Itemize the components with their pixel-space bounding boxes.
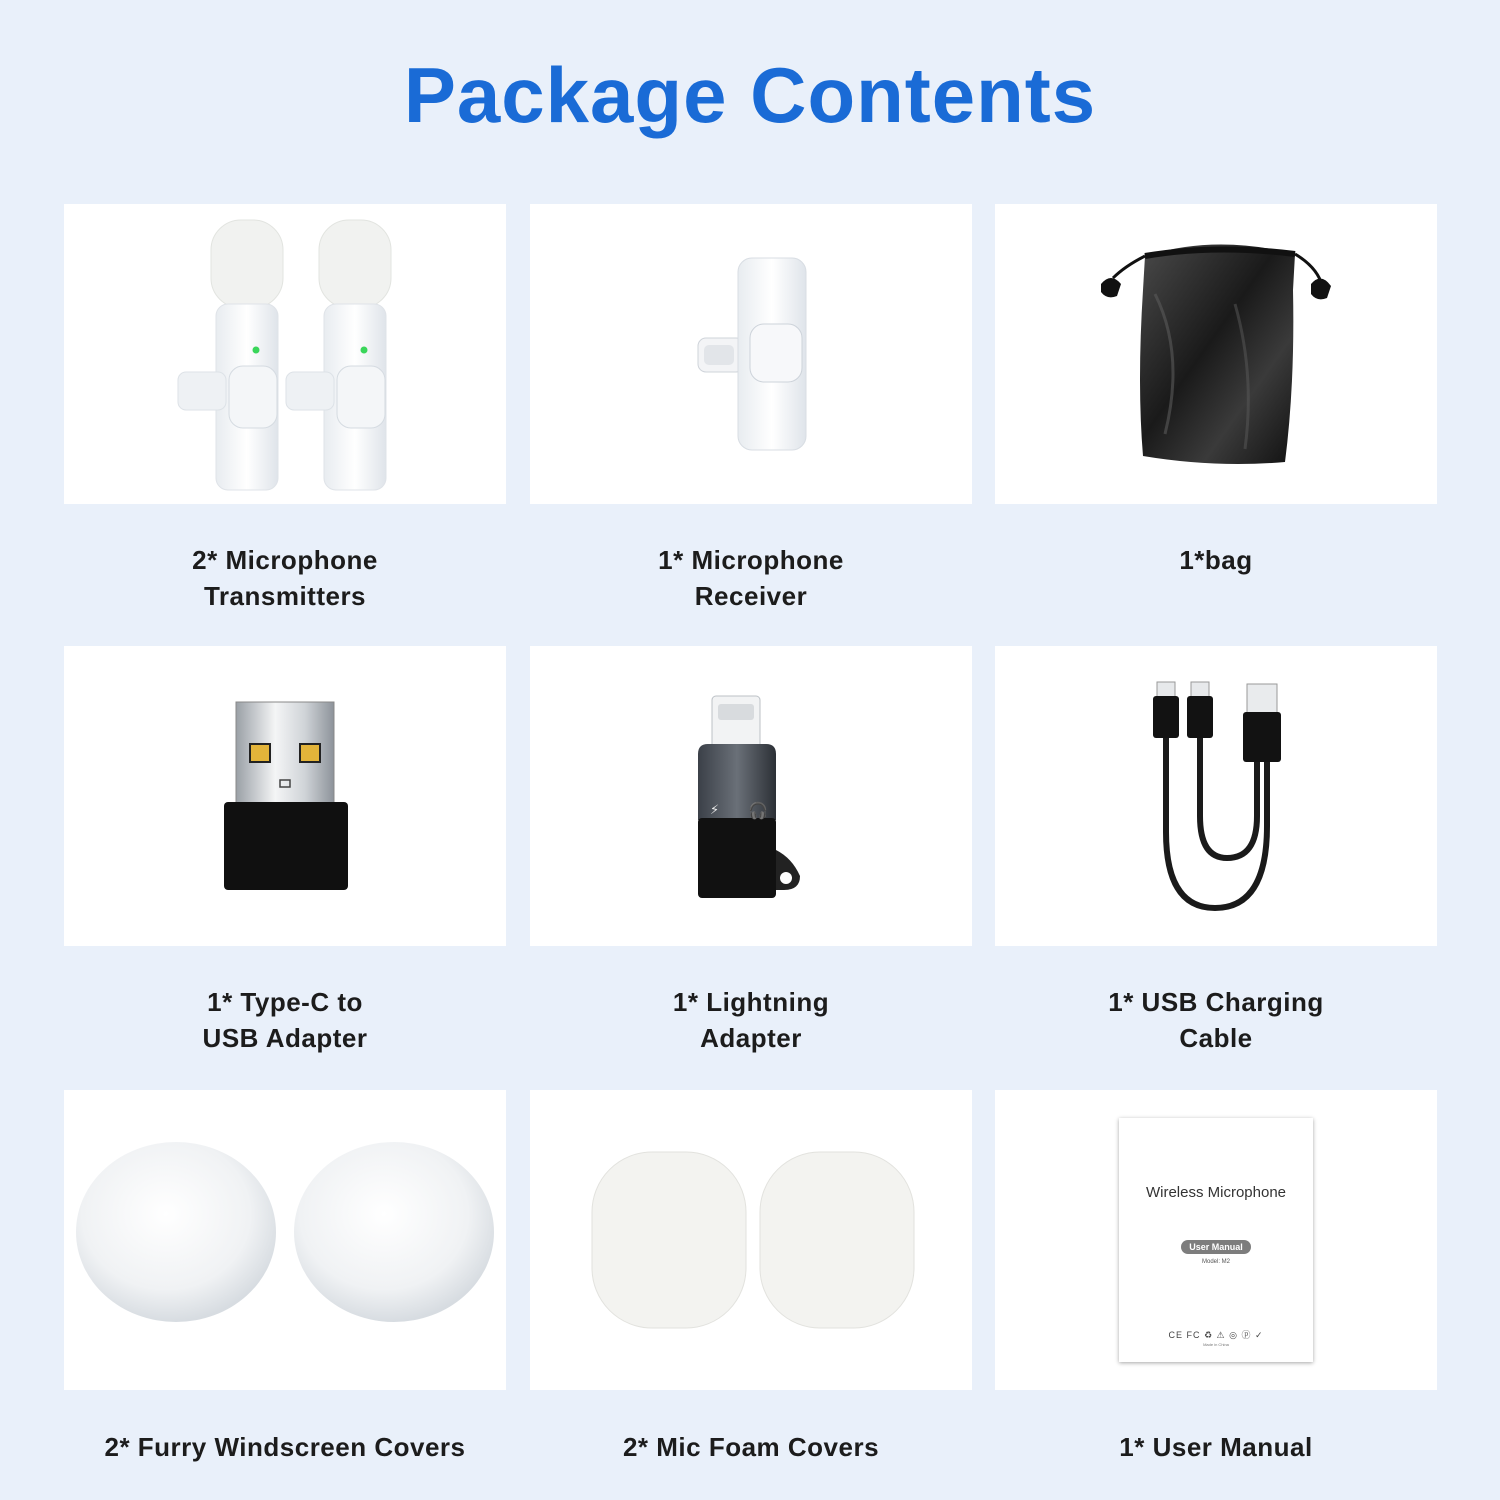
card-bag xyxy=(995,204,1437,504)
furry-windscreen-icon xyxy=(64,1090,506,1390)
manual-model: Model: M2 xyxy=(1201,1259,1230,1265)
caption-line: 1* User Manual xyxy=(1119,1432,1313,1462)
caption-line: 1* Lightning xyxy=(672,987,830,1017)
caption-microphone-receiver xyxy=(530,542,972,614)
caption-line: Adapter xyxy=(700,1023,802,1053)
caption-line: 2* Furry Windscreen Covers xyxy=(104,1432,466,1462)
svg-text:🎧: 🎧 xyxy=(748,801,768,820)
caption-foam-covers xyxy=(530,1429,972,1465)
caption-usb-charging-cable xyxy=(995,984,1437,1056)
pouch-bag-icon xyxy=(995,204,1437,504)
caption-line: 2* Microphone xyxy=(192,545,378,575)
caption-microphone-transmitters xyxy=(64,542,506,614)
foam-cover-icon xyxy=(530,1090,972,1390)
microphone-transmitters-icon xyxy=(64,204,506,504)
manual-badge: User Manual xyxy=(1181,1240,1251,1254)
caption-line: 2* Mic Foam Covers xyxy=(622,1432,880,1462)
lightning-adapter-icon xyxy=(530,646,972,946)
page-title: Package Contents xyxy=(403,51,1097,139)
caption-line: 1*bag xyxy=(1179,545,1253,575)
user-manual-icon xyxy=(1119,1118,1313,1362)
charging-cable-icon xyxy=(995,646,1437,946)
svg-text:⚡: ⚡ xyxy=(710,803,720,818)
card-microphone-receiver xyxy=(530,204,972,504)
caption-user-manual xyxy=(995,1429,1437,1465)
caption-line: 1* Type-C to xyxy=(207,987,363,1017)
manual-origin: Made in China xyxy=(1203,1342,1229,1347)
caption-line: USB Adapter xyxy=(202,1023,368,1053)
card-user-manual xyxy=(995,1090,1437,1390)
caption-line: Cable xyxy=(1179,1023,1253,1053)
caption-line: Receiver xyxy=(694,581,808,611)
manual-certification-marks: CE FC ♻ ⚠ ◎ ⓟ ✓ xyxy=(1168,1330,1264,1340)
caption-bag xyxy=(995,542,1437,578)
caption-line: 1* Microphone xyxy=(658,545,844,575)
caption-usb-adapter xyxy=(64,984,506,1056)
card-furry-windscreen xyxy=(64,1090,506,1390)
card-microphone-transmitters xyxy=(64,204,506,504)
card-foam-covers xyxy=(530,1090,972,1390)
card-usb-charging-cable xyxy=(995,646,1437,946)
usb-adapter-icon xyxy=(64,646,506,946)
manual-heading: Wireless Microphone xyxy=(1145,1184,1287,1201)
microphone-receiver-icon xyxy=(530,204,972,504)
card-lightning-adapter xyxy=(530,646,972,946)
card-usb-adapter xyxy=(64,646,506,946)
caption-lightning-adapter xyxy=(530,984,972,1056)
caption-line: 1* USB Charging xyxy=(1108,987,1324,1017)
caption-line: Transmitters xyxy=(203,581,367,611)
caption-furry-windscreen xyxy=(64,1429,506,1465)
